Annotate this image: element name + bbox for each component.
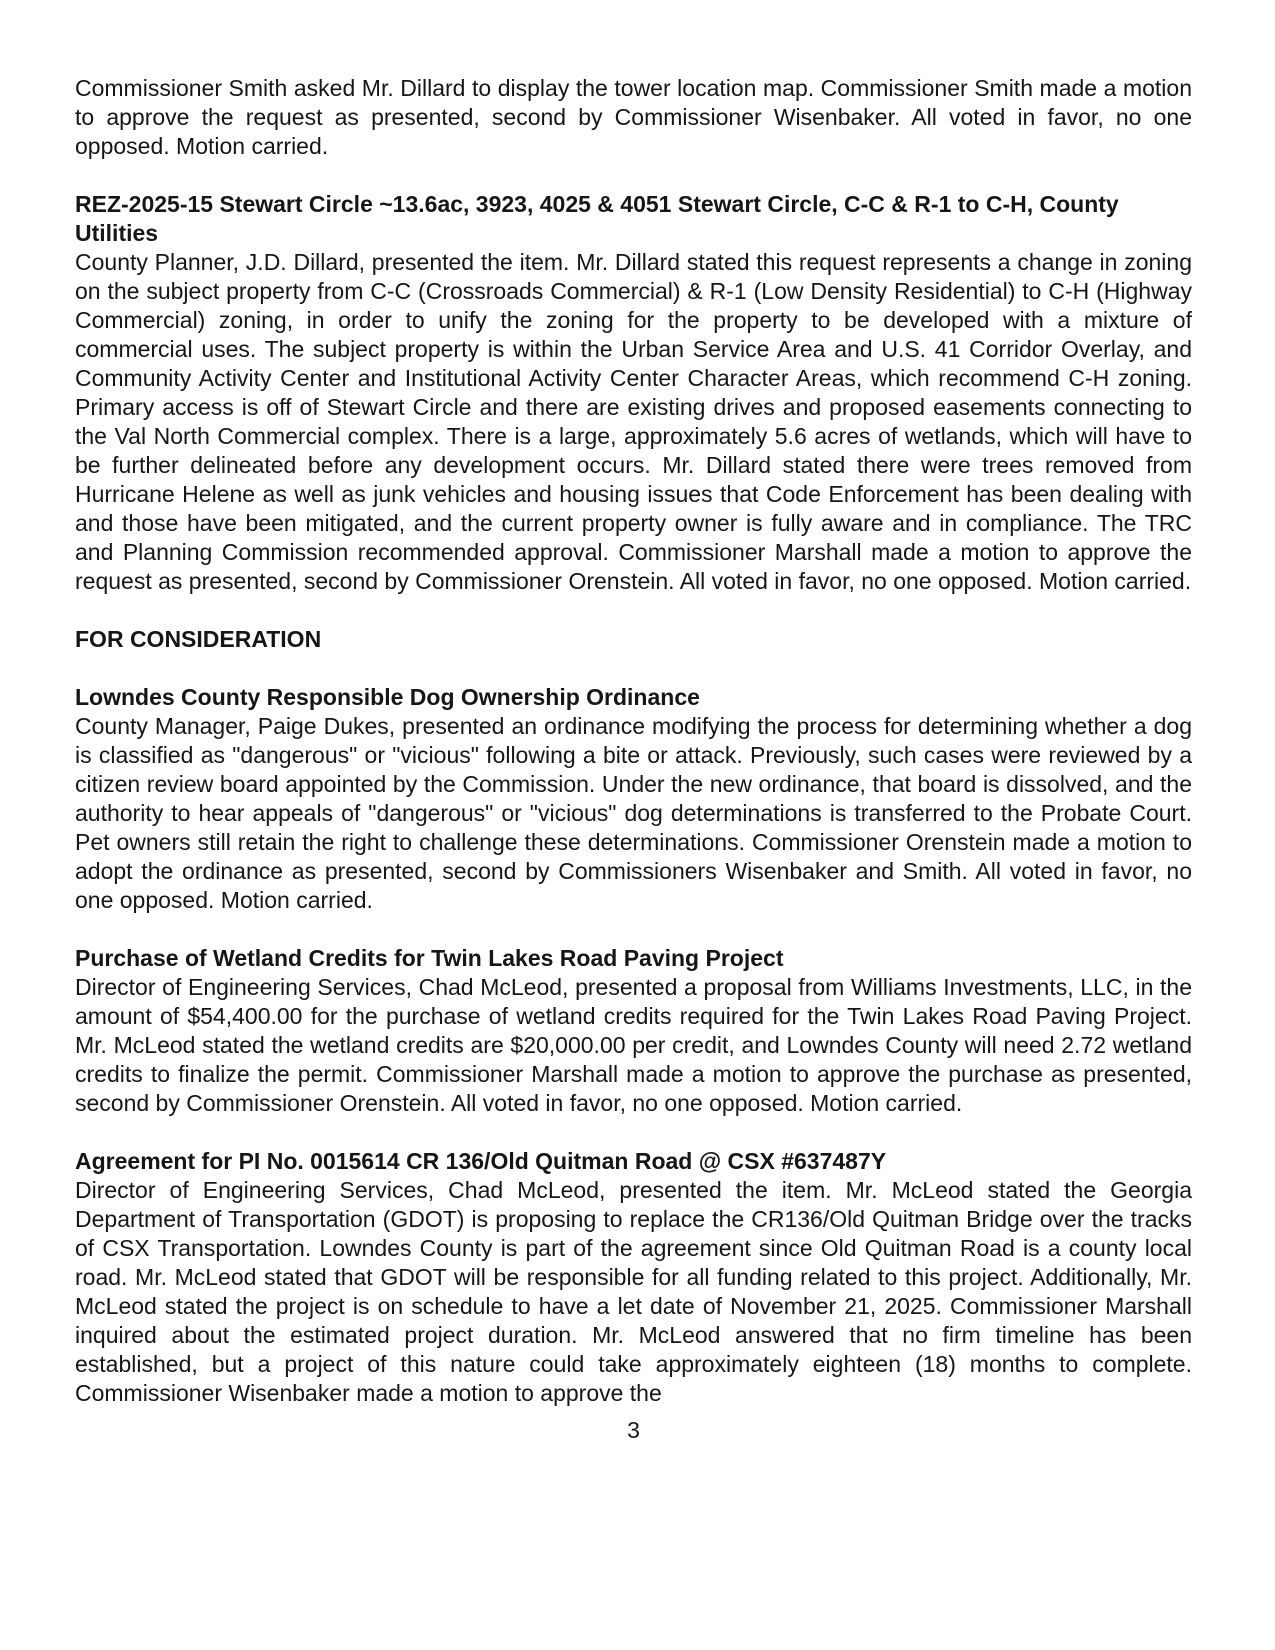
agenda-item-heading-csx-agreement: Agreement for PI No. 0015614 CR 136/Old Quitman Road @ CSX #637487Y (75, 1148, 887, 1174)
body-paragraph: Director of Engineering Services, Chad McLeod, presented a proposal from Williams Investments, LLC, in the amount of $54,400.00 for the purchase of wetland credits required for the Twin Lakes Road Paving Project. Mr. McLeod stated the wetland credits are $20,000.00 per credit, and Lowndes County will need 2.72 wetland credits to finalize the permit. Commissioner Marshall made a motion to approve the purchase as presented, second by Commissioner Orenstein. All voted in favor, no one opposed. Motion carried. (75, 974, 1192, 1116)
body-paragraph: Commissioner Smith asked Mr. Dillard to display the tower location map. Commissioner Smith made a motion to approve the request as presented, second by Commissioner Wisenbaker. All voted in favor, no one opposed. Motion carried. (75, 75, 1192, 159)
section-heading-for-consideration: FOR CONSIDERATION (75, 626, 322, 652)
page-number: 3 (627, 1417, 640, 1443)
body-paragraph: Director of Engineering Services, Chad McLeod, presented the item. Mr. McLeod stated the Georgia Department of Transportation (GDOT) is proposing to replace the CR136/Old Quitman Bridge over the tracks of CSX Transportation. Lowndes County is part of the agreement since Old Quitman Road is a county local road. Mr. McLeod stated that GDOT will be responsible for all funding related to this project. Additionally, Mr. McLeod stated the project is on schedule to have a let date of November 21, 2025. Commissioner Marshall inquired about the estimated project duration. Mr. McLeod answered that no firm timeline has been established, but a project of this nature could take approximately eighteen (18) months to complete. Commissioner Wisenbaker made a motion to approve the (75, 1177, 1192, 1406)
body-paragraph: County Planner, J.D. Dillard, presented the item. Mr. Dillard stated this request represents a change in zoning on the subject property from C-C (Crossroads Commercial) & R-1 (Low Density Residential) to C-H (Highway Commercial) zoning, in order to unify the zoning for the property to be developed with a mixture of commercial uses. The subject property is within the Urban Service Area and U.S. 41 Corridor Overlay, and Community Activity Center and Institutional Activity Center Character Areas, which recommend C-H zoning. Primary access is off of Stewart Circle and there are existing drives and proposed easements connecting to the Val North Commercial complex. There is a large, approximately 5.6 acres of wetlands, which will have to be further delineated before any development occurs. Mr. Dillard stated there were trees removed from Hurricane Helene as well as junk vehicles and housing issues that Code Enforcement has been dealing with and those have been mitigated, and the current property owner is fully aware and in compliance. The TRC and Planning Commission recommended approval. Commissioner Marshall made a motion to approve the request as presented, second by Commissioner Orenstein. All voted in favor, no one opposed. Motion carried. (75, 249, 1192, 594)
agenda-item-heading-dog-ordinance: Lowndes County Responsible Dog Ownership Ordinance (75, 684, 700, 710)
agenda-item-heading-wetland-credits: Purchase of Wetland Credits for Twin Lakes Road Paving Project (75, 945, 784, 971)
body-paragraph: County Manager, Paige Dukes, presented an ordinance modifying the process for determining whether a dog is classified as "dangerous" or "vicious" following a bite or attack. Previously, such cases were reviewed by a citizen review board appointed by the Commission. Under the new ordinance, that board is dissolved, and the authority to hear appeals of "dangerous" or "vicious" dog determinations is transferred to the Probate Court. Pet owners still retain the right to challenge these determinations. Commissioner Orenstein made a motion to adopt the ordinance as presented, second by Commissioners Wisenbaker and Smith. All voted in favor, no one opposed. Motion carried. (75, 713, 1192, 913)
agenda-item-heading-rez-2025-15: REZ-2025-15 Stewart Circle ~13.6ac, 3923, 4025 & 4051 Stewart Circle, C-C & R-1 to C-H, County Utilities (75, 191, 1119, 246)
